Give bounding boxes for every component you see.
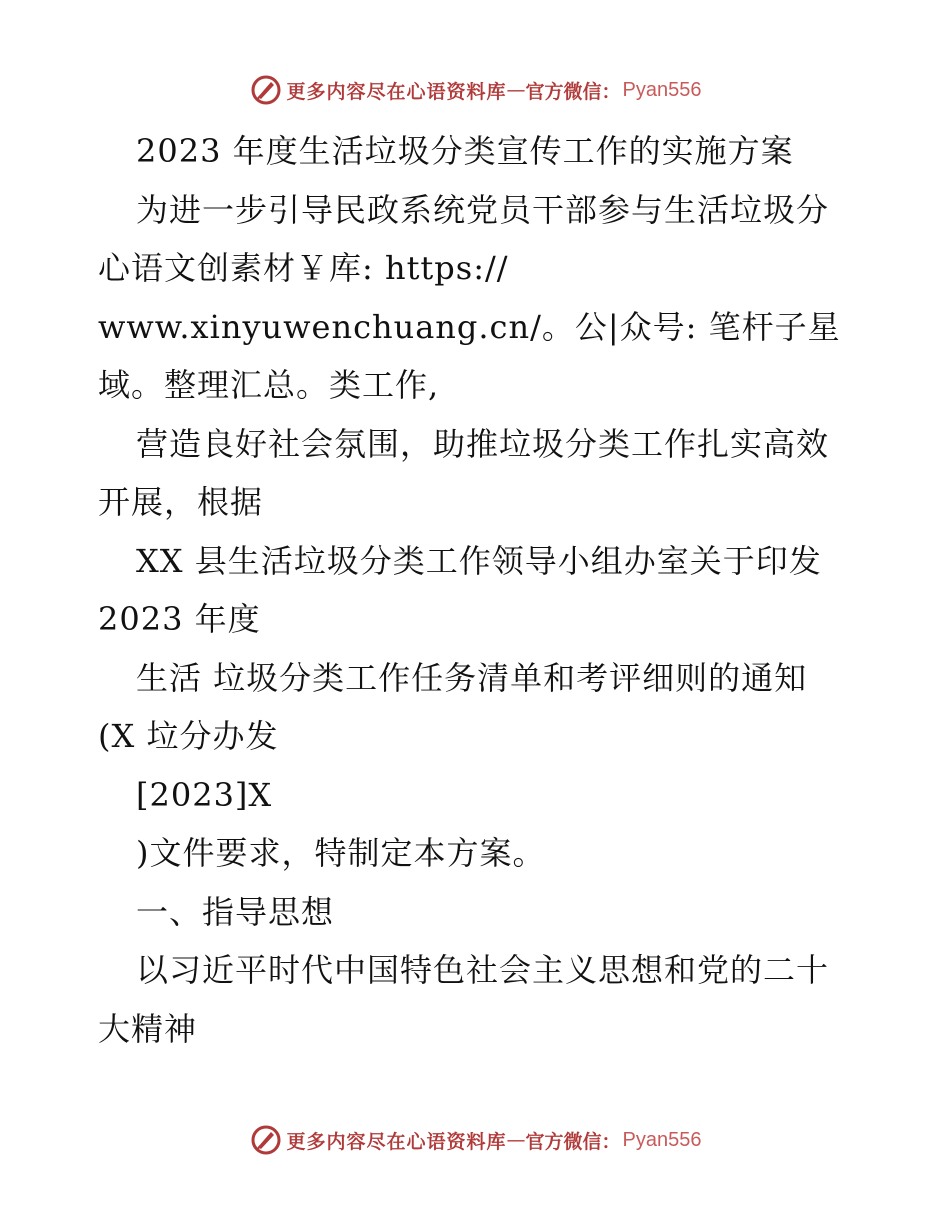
paragraph-line: 为进一步引导民政系统党员干部参与生活垃圾分: [136, 190, 830, 229]
document-body: [98, 122, 858, 1058]
watermark-separator: —: [506, 79, 526, 101]
watermark-wechat-id: Pyan556: [622, 1128, 702, 1151]
watermark-wechat-id: Pyan556: [622, 78, 702, 101]
document-title: 2023 年度生活垃圾分类宣传工作的实施方案: [136, 132, 794, 170]
footer-watermark: [0, 1120, 950, 1160]
watermark-label: 官方微信：: [525, 1130, 621, 1153]
paragraph-line: www.xinyuwenchuang.cn/。公|众号: 笔杆子星: [98, 307, 841, 346]
quill-pen-logo-icon: [249, 1123, 283, 1157]
paragraph-line: 生活 垃圾分类工作任务清单和考评细则的通知: [136, 658, 808, 697]
paragraph-line: 营造良好社会氛围，助推垃圾分类工作扎实高效: [136, 424, 830, 463]
paragraph-line: 心语文创素材￥库: https://: [98, 249, 509, 287]
paragraph-line: [2023]X: [136, 775, 273, 814]
paragraph-line: )文件要求，特制定本方案。: [136, 834, 546, 872]
paragraph-line: 大精神: [98, 1009, 198, 1048]
watermark-text: 更多内容尽在心语资料库: [286, 80, 507, 103]
paragraph-line: 2023 年度: [98, 600, 261, 638]
quill-pen-logo-icon: [249, 73, 283, 107]
watermark-separator: —: [506, 1129, 526, 1151]
paragraph-line: 以习近平时代中国特色社会主义思想和党的二十: [136, 951, 830, 989]
paragraph-line: 域。整理汇总。类工作,: [98, 366, 440, 404]
section-heading: 一、指导思想: [136, 892, 335, 931]
paragraph-line: 开展，根据: [98, 483, 264, 521]
paragraph-line: XX 县生活垃圾分类工作领导小组办室关于印发: [136, 541, 822, 580]
watermark-label: 官方微信：: [525, 80, 621, 103]
paragraph-line: (X 垃分办发: [98, 717, 279, 755]
header-watermark: [0, 70, 950, 110]
watermark-text: 更多内容尽在心语资料库: [286, 1130, 507, 1153]
